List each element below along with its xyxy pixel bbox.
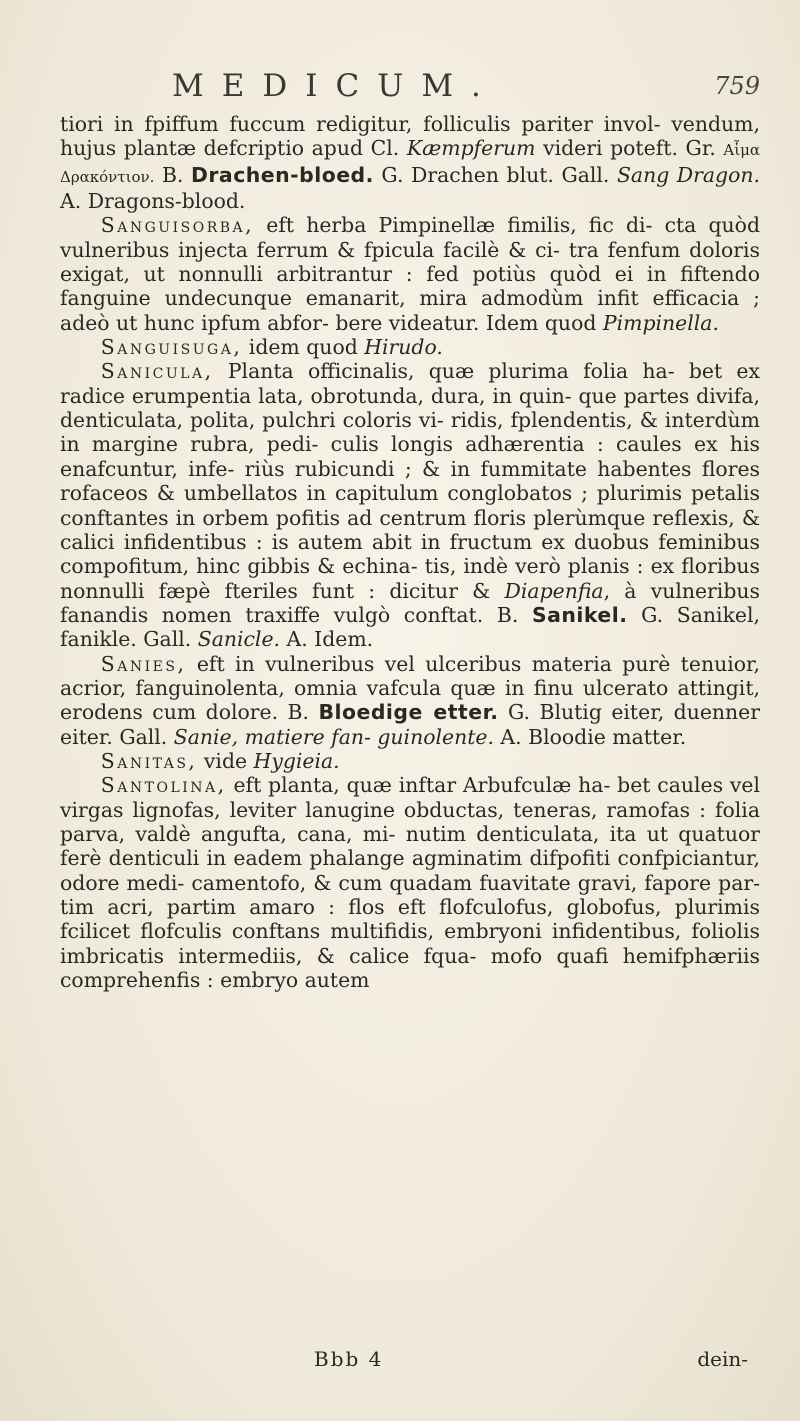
entry-continuation bbox=[60, 112, 760, 213]
italic-term: Sanie, matiere fan- guinolente. bbox=[173, 724, 494, 749]
entry-text: G. Drachen blut. Gall. bbox=[373, 162, 617, 187]
entry-sanguisorba bbox=[60, 213, 760, 335]
cross-reference: Hirudo. bbox=[364, 335, 443, 360]
entry-headword: Sanicula, bbox=[100, 359, 214, 384]
entry-text: G. Blutig eiter, duenner eiter. Gall. bbox=[60, 700, 760, 749]
entry-text: Planta officinalis, quæ plurima folia ha- bet ex radice erumpentia lata, obrotunda, dura, in quin- que partes divifa, denticulata, polita, pulchri coloris vi- ridis, fplendentis, & interdùm in margine rubra, pedi- culis longis adhærentia : caules ex his enafcuntur, infe- riùs rubicundi ; & in fummitate habentes flores rofaceos & umbellatos in capitulum conglobatos ; plurimis petalis conftantes in orbem pofitis ad centrum floris plerùmque reflexis, & calici infidentibus : is autem abit in fructum ex duobus feminibus compofitum, hinc gibbis & echina- tis, indè verò planis : ex floribus nonnulli fæpè fteriles funt : dicitur & bbox=[60, 359, 760, 603]
entry-text: , à vulneribus fanandis nomen traxiffe vulgò conftat. B. bbox=[60, 578, 760, 627]
running-title: MEDICUM. bbox=[172, 68, 499, 104]
author-name: Kæmpferum bbox=[406, 136, 536, 161]
dictionary-text bbox=[60, 112, 760, 992]
entry-text: tiori in fpiffum fuccum redigitur, folliculis pariter invol- vendum, hujus plantæ defcriptio apud Cl. bbox=[60, 112, 760, 161]
italic-term: Diapenfia bbox=[504, 578, 604, 603]
entry-text: vide bbox=[197, 748, 254, 773]
entry-text: videri poteft. Gr. bbox=[535, 136, 724, 161]
entry-text: eft herba Pimpinellæ fimilis, fic di- cta quòd vulneribus injecta ferrum & fpicula facilè & ci- tra fenfum doloris exigat, ut nonnulli arbitrantur : fed potiùs quòd ei in fiftendo fanguine undecunque emanarit, mira admodùm infit efficacia ; adeò ut hunc ipfum abfor- bere videatur. Idem quod bbox=[60, 213, 760, 335]
blackletter-term: Sanikel. bbox=[531, 602, 628, 627]
page-number: 759 bbox=[714, 72, 760, 100]
cross-reference: Pimpinella. bbox=[602, 310, 719, 335]
entry-santolina bbox=[60, 773, 760, 992]
blackletter-term: Drachen-bloed. bbox=[190, 162, 374, 187]
entry-headword: Sanitas, bbox=[100, 748, 198, 773]
entry-text: A. Dragons-blood. bbox=[60, 189, 246, 214]
entry-headword: Sanguisorba, bbox=[100, 213, 255, 238]
entry-headword: Sanies, bbox=[100, 651, 187, 676]
entry-text: eft in vulneribus vel ulceribus materia purè tenuior, acrior, fanguinolenta, omnia vafcula quæ in finu ulcerato attingit, erodens cum dolore. B. bbox=[60, 651, 760, 725]
italic-term: Sang Dragon. bbox=[616, 162, 760, 187]
blackletter-term: Bloedige etter. bbox=[318, 700, 499, 725]
entry-headword: Sanguisuga, bbox=[100, 335, 243, 360]
entry-text: B. bbox=[154, 162, 191, 187]
page-footer bbox=[60, 1347, 760, 1377]
signature-mark: Bbb 4 bbox=[314, 1347, 384, 1371]
entry-headword: Santolina, bbox=[100, 773, 227, 798]
entry-text: G. Sanikel, fanikle. Gall. bbox=[60, 602, 760, 652]
italic-term: Sanicle. bbox=[197, 627, 280, 652]
entry-text: A. Idem. bbox=[280, 627, 374, 652]
entry-text: idem quod bbox=[242, 335, 365, 360]
entry-sanguisuga bbox=[60, 335, 760, 359]
entry-sanitas bbox=[60, 749, 760, 773]
entry-sanies bbox=[60, 652, 760, 749]
page-header bbox=[60, 68, 760, 112]
cross-reference: Hygieia. bbox=[253, 748, 340, 773]
catchword: dein- bbox=[697, 1347, 748, 1371]
greek-term: Αἷμα Δρακόντιον. bbox=[60, 141, 761, 186]
entry-text: eft planta, quæ inftar Arbufculæ ha- bet caules vel virgas lignofas, leviter lanugine obductas, teneras, ramofas : folia parva, valdè angufta, cana, mi- nutim denticulata, ita ut quatuor ferè denticuli in eadem phalange agminatim difpofiti confpiciantur, odore medi- camentofo, & cum quadam fuavitate gravi, fapore par- tim acri, partim amaro : flos eft flofculofus, globofus, plurimis fcilicet flofculis conftans multifidis, embryoni infidentibus, foliolis imbricatis intermediis, & calice fqua- mofo quafi hemifphæriis comprehenfis : embryo autem bbox=[60, 773, 760, 993]
entry-text: A. Bloodie matter. bbox=[493, 724, 687, 749]
entry-sanicula bbox=[60, 359, 760, 651]
